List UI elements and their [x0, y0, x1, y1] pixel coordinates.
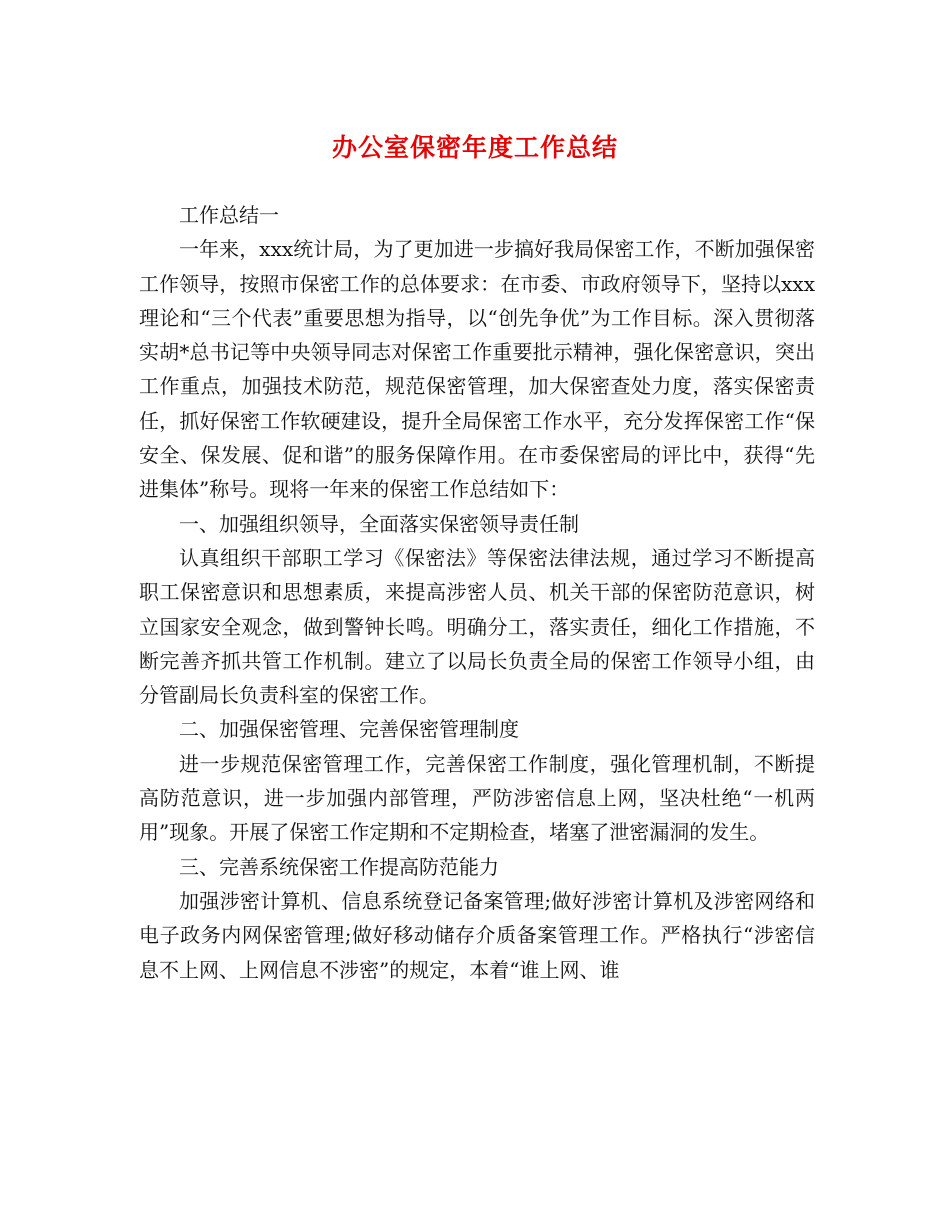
section-heading: 三、完善系统保密工作提高防范能力: [179, 854, 499, 879]
section-heading: 工作总结一: [179, 203, 279, 227]
body-paragraph: 一年来，xxx统计局，为了更加进一步搞好我局保密工作，不断加强保密工作领导，按照市保密工作的总体要求：在市委、市政府领导下，坚持以xxx理论和“三个代表”重要思想为指导，以“创先争优”为工作目标。深入贯彻落实胡*总书记等中央领导同志对保密工作重要批示精神，强化保密意识，突出工作重点，加强技术防范，规范保密管理，加大保密查处力度，落实保密责任，抓好保密工作软硬建设，提升全局保密工作水平，充分发挥保密工作“保安全、保发展、促和谐”的服务保障作用。在市委保密局的评比中，获得“先进集体”称号。现将一年来的保密工作总结如下：: [139, 237, 815, 502]
document-body: [139, 198, 815, 987]
body-paragraph: 进一步规范保密管理工作，完善保密工作制度，强化管理机制，不断提高防范意识，进一步加强内部管理，严防涉密信息上网，坚决杜绝“一机两用”现象。开展了保密工作定期和不定期检查，堵塞了泄密漏洞的发生。: [139, 751, 815, 845]
section-heading: 一、加强组织领导，全面落实保密领导责任制: [179, 511, 579, 536]
section-heading: 二、加强保密管理、完善保密管理制度: [179, 717, 519, 742]
body-paragraph: 认真组织干部职工学习《保密法》等保密法律法规，通过学习不断提高职工保密意识和思想素质，来提高涉密人员、机关干部的保密防范意识，树立国家安全观念，做到警钟长鸣。明确分工，落实责任，细化工作措施，不断完善齐抓共管工作机制。建立了以局长负责全局的保密工作领导小组，由分管副局长负责科室的保密工作。: [139, 545, 815, 708]
body-paragraph: 加强涉密计算机、信息系统登记备案管理;做好涉密计算机及涉密网络和电子政务内网保密管理;做好移动储存介质备案管理工作。严格执行“涉密信息不上网、上网信息不涉密”的规定，本着“谁上网、谁: [139, 888, 815, 982]
document-title: 办公室保密年度工作总结: [331, 133, 618, 162]
